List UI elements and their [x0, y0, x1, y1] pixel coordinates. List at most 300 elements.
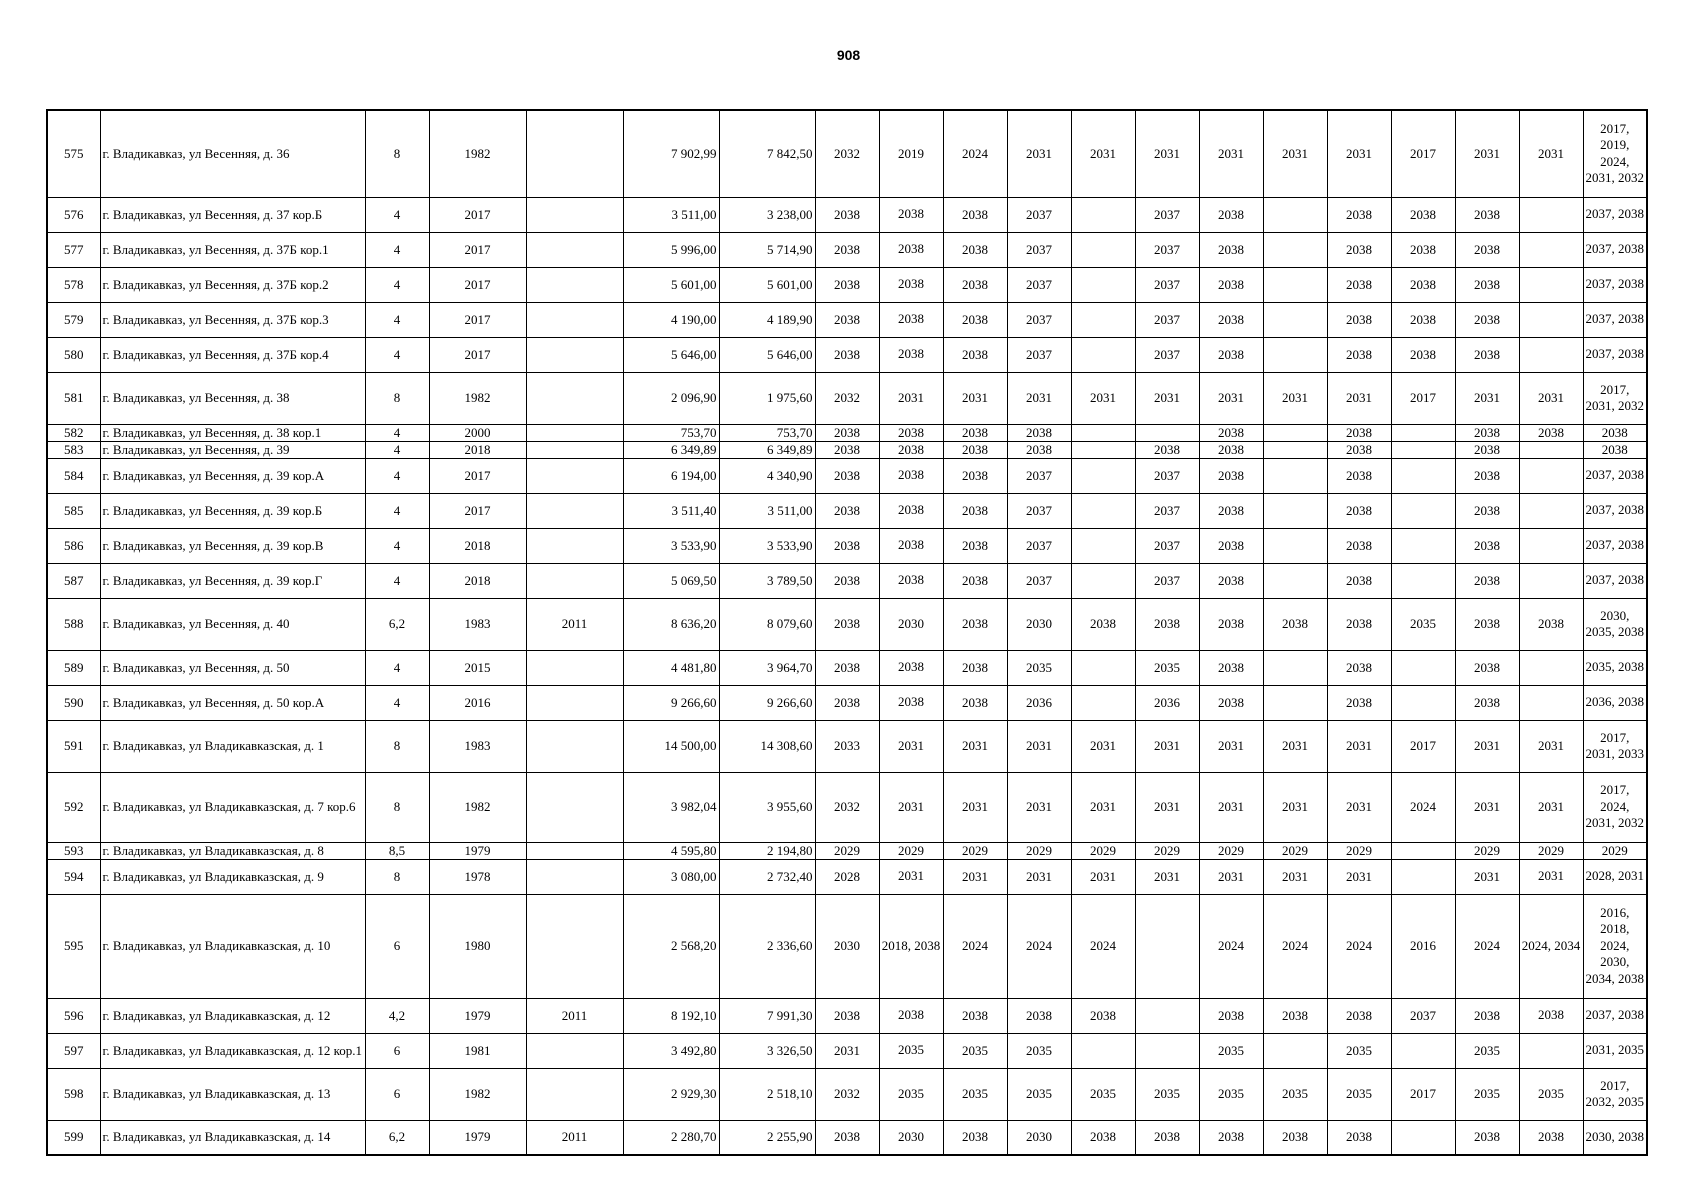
table-row — [47, 493, 1647, 528]
work-year-5: 2038 — [1071, 998, 1135, 1033]
work-year-2: 2038 — [879, 267, 943, 302]
floors: 4 — [365, 458, 429, 493]
work-year-12: 2031 — [1519, 720, 1583, 772]
work-year-10 — [1391, 1033, 1455, 1068]
table-row — [47, 1120, 1647, 1155]
all-work-years: 2037, 2038 — [1583, 563, 1647, 598]
work-year-11: 2038 — [1455, 302, 1519, 337]
row-number: 599 — [47, 1120, 100, 1155]
work-year-5: 2031 — [1071, 110, 1135, 197]
work-year-8: 2031 — [1263, 372, 1327, 424]
work-year-6 — [1135, 894, 1199, 998]
work-year-3: 2038 — [943, 685, 1007, 720]
work-year-1: 2038 — [815, 1120, 879, 1155]
year-built: 2017 — [429, 302, 526, 337]
work-year-6: 2031 — [1135, 372, 1199, 424]
year-built: 1979 — [429, 998, 526, 1033]
work-year-1: 2038 — [815, 441, 879, 458]
total-area: 5 601,00 — [623, 267, 719, 302]
work-year-9: 2038 — [1327, 998, 1391, 1033]
work-year-6: 2037 — [1135, 302, 1199, 337]
work-year-9: 2024 — [1327, 894, 1391, 998]
work-year-4: 2037 — [1007, 197, 1071, 232]
floors: 4 — [365, 493, 429, 528]
work-year-5: 2031 — [1071, 720, 1135, 772]
reconstruction-year — [526, 267, 623, 302]
reconstruction-year — [526, 197, 623, 232]
work-year-4: 2037 — [1007, 528, 1071, 563]
year-built: 1982 — [429, 1068, 526, 1120]
work-year-8 — [1263, 1033, 1327, 1068]
work-year-1: 2038 — [815, 493, 879, 528]
work-year-10: 2035 — [1391, 598, 1455, 650]
work-year-9: 2038 — [1327, 337, 1391, 372]
table-row — [47, 424, 1647, 441]
work-year-10: 2038 — [1391, 232, 1455, 267]
work-year-4: 2031 — [1007, 859, 1071, 894]
work-year-11: 2038 — [1455, 337, 1519, 372]
work-year-5 — [1071, 685, 1135, 720]
address: г. Владикавказ, ул Владикавказская, д. 9 — [100, 859, 365, 894]
living-area: 3 511,00 — [719, 493, 815, 528]
table-row — [47, 337, 1647, 372]
work-year-2: 2018, 2038 — [879, 894, 943, 998]
reconstruction-year — [526, 685, 623, 720]
all-work-years: 2017, 2032, 2035 — [1583, 1068, 1647, 1120]
work-year-5 — [1071, 458, 1135, 493]
work-year-7: 2035 — [1199, 1033, 1263, 1068]
work-year-6: 2037 — [1135, 337, 1199, 372]
work-year-4: 2031 — [1007, 772, 1071, 842]
work-year-2: 2031 — [879, 859, 943, 894]
work-year-12 — [1519, 441, 1583, 458]
work-year-7: 2038 — [1199, 493, 1263, 528]
work-year-2: 2038 — [879, 302, 943, 337]
work-year-12 — [1519, 528, 1583, 563]
floors: 4 — [365, 267, 429, 302]
year-built: 1982 — [429, 110, 526, 197]
work-year-8: 2031 — [1263, 772, 1327, 842]
work-year-6 — [1135, 1033, 1199, 1068]
row-number: 575 — [47, 110, 100, 197]
work-year-6: 2031 — [1135, 772, 1199, 842]
address: г. Владикавказ, ул Весенняя, д. 50 — [100, 650, 365, 685]
table-row — [47, 772, 1647, 842]
work-year-5 — [1071, 493, 1135, 528]
work-year-6: 2031 — [1135, 720, 1199, 772]
work-year-12 — [1519, 493, 1583, 528]
work-year-10: 2017 — [1391, 110, 1455, 197]
table-row — [47, 598, 1647, 650]
work-year-1: 2029 — [815, 842, 879, 859]
living-area: 5 601,00 — [719, 267, 815, 302]
all-work-years: 2035, 2038 — [1583, 650, 1647, 685]
table-row — [47, 197, 1647, 232]
work-year-10 — [1391, 424, 1455, 441]
all-work-years: 2016, 2018, 2024, 2030, 2034, 2038 — [1583, 894, 1647, 998]
work-year-2: 2038 — [879, 998, 943, 1033]
work-year-5 — [1071, 424, 1135, 441]
table-row — [47, 441, 1647, 458]
work-year-8: 2038 — [1263, 598, 1327, 650]
row-number: 598 — [47, 1068, 100, 1120]
living-area: 3 964,70 — [719, 650, 815, 685]
work-year-4: 2035 — [1007, 1033, 1071, 1068]
work-year-5 — [1071, 302, 1135, 337]
work-year-7: 2029 — [1199, 842, 1263, 859]
work-year-11: 2038 — [1455, 197, 1519, 232]
address: г. Владикавказ, ул Весенняя, д. 39 кор.Б — [100, 493, 365, 528]
total-area: 5 069,50 — [623, 563, 719, 598]
work-year-9: 2038 — [1327, 563, 1391, 598]
floors: 4 — [365, 441, 429, 458]
floors: 4 — [365, 424, 429, 441]
work-year-1: 2038 — [815, 650, 879, 685]
all-work-years: 2028, 2031 — [1583, 859, 1647, 894]
year-built: 2000 — [429, 424, 526, 441]
floors: 6 — [365, 1033, 429, 1068]
reconstruction-year — [526, 458, 623, 493]
address: г. Владикавказ, ул Владикавказская, д. 10 — [100, 894, 365, 998]
work-year-4: 2037 — [1007, 337, 1071, 372]
work-year-10: 2038 — [1391, 337, 1455, 372]
living-area: 8 079,60 — [719, 598, 815, 650]
work-year-2: 2038 — [879, 337, 943, 372]
work-year-7: 2038 — [1199, 998, 1263, 1033]
work-year-6: 2038 — [1135, 1120, 1199, 1155]
address: г. Владикавказ, ул Владикавказская, д. 1 — [100, 720, 365, 772]
work-year-1: 2038 — [815, 197, 879, 232]
work-year-7: 2038 — [1199, 232, 1263, 267]
year-built: 2017 — [429, 493, 526, 528]
work-year-11: 2038 — [1455, 424, 1519, 441]
year-built: 1978 — [429, 859, 526, 894]
address: г. Владикавказ, ул Весенняя, д. 37Б кор.1 — [100, 232, 365, 267]
work-year-6 — [1135, 998, 1199, 1033]
work-year-3: 2038 — [943, 232, 1007, 267]
floors: 4 — [365, 650, 429, 685]
living-area: 5 646,00 — [719, 337, 815, 372]
work-year-8 — [1263, 337, 1327, 372]
address: г. Владикавказ, ул Весенняя, д. 38 кор.1 — [100, 424, 365, 441]
total-area: 4 190,00 — [623, 302, 719, 337]
work-year-1: 2038 — [815, 458, 879, 493]
year-built: 1979 — [429, 1120, 526, 1155]
work-year-4: 2037 — [1007, 493, 1071, 528]
work-year-5 — [1071, 528, 1135, 563]
work-year-5: 2024 — [1071, 894, 1135, 998]
living-area: 2 518,10 — [719, 1068, 815, 1120]
row-number: 585 — [47, 493, 100, 528]
work-year-6: 2037 — [1135, 232, 1199, 267]
work-year-4: 2037 — [1007, 302, 1071, 337]
row-number: 597 — [47, 1033, 100, 1068]
table-row — [47, 1068, 1647, 1120]
work-year-2: 2038 — [879, 441, 943, 458]
work-year-12 — [1519, 650, 1583, 685]
work-year-5: 2031 — [1071, 372, 1135, 424]
work-year-9: 2038 — [1327, 267, 1391, 302]
year-built: 2018 — [429, 563, 526, 598]
total-area: 6 349,89 — [623, 441, 719, 458]
work-year-11: 2038 — [1455, 232, 1519, 267]
work-year-9: 2038 — [1327, 598, 1391, 650]
work-year-4: 2037 — [1007, 232, 1071, 267]
living-area: 3 789,50 — [719, 563, 815, 598]
work-year-1: 2038 — [815, 685, 879, 720]
work-year-9: 2038 — [1327, 458, 1391, 493]
work-year-2: 2035 — [879, 1033, 943, 1068]
total-area: 4 595,80 — [623, 842, 719, 859]
work-year-7: 2031 — [1199, 859, 1263, 894]
address: г. Владикавказ, ул Владикавказская, д. 12 — [100, 998, 365, 1033]
work-year-11: 2038 — [1455, 563, 1519, 598]
work-year-5: 2031 — [1071, 859, 1135, 894]
floors: 8,5 — [365, 842, 429, 859]
table-row — [47, 998, 1647, 1033]
living-area: 3 955,60 — [719, 772, 815, 842]
work-year-10 — [1391, 528, 1455, 563]
work-year-1: 2030 — [815, 894, 879, 998]
work-year-8: 2031 — [1263, 859, 1327, 894]
work-year-3: 2038 — [943, 441, 1007, 458]
floors: 6 — [365, 1068, 429, 1120]
living-area: 1 975,60 — [719, 372, 815, 424]
work-year-3: 2031 — [943, 372, 1007, 424]
total-area: 2 096,90 — [623, 372, 719, 424]
reconstruction-year — [526, 372, 623, 424]
living-area: 7 991,30 — [719, 998, 815, 1033]
housing-repair-schedule-table — [46, 109, 1648, 1156]
work-year-9: 2038 — [1327, 424, 1391, 441]
living-area: 14 308,60 — [719, 720, 815, 772]
work-year-10: 2038 — [1391, 197, 1455, 232]
work-year-7: 2031 — [1199, 720, 1263, 772]
work-year-5: 2035 — [1071, 1068, 1135, 1120]
work-year-10 — [1391, 859, 1455, 894]
total-area: 3 080,00 — [623, 859, 719, 894]
year-built: 2018 — [429, 441, 526, 458]
work-year-1: 2038 — [815, 998, 879, 1033]
work-year-8 — [1263, 685, 1327, 720]
work-year-1: 2038 — [815, 267, 879, 302]
work-year-12: 2038 — [1519, 424, 1583, 441]
reconstruction-year — [526, 1033, 623, 1068]
work-year-3: 2024 — [943, 110, 1007, 197]
work-year-1: 2038 — [815, 528, 879, 563]
work-year-6: 2038 — [1135, 598, 1199, 650]
floors: 4 — [365, 337, 429, 372]
row-number: 577 — [47, 232, 100, 267]
row-number: 582 — [47, 424, 100, 441]
work-year-1: 2032 — [815, 772, 879, 842]
living-area: 3 533,90 — [719, 528, 815, 563]
all-work-years: 2017, 2031, 2032 — [1583, 372, 1647, 424]
work-year-2: 2038 — [879, 528, 943, 563]
total-area: 3 982,04 — [623, 772, 719, 842]
work-year-11: 2031 — [1455, 859, 1519, 894]
work-year-4: 2038 — [1007, 441, 1071, 458]
reconstruction-year: 2011 — [526, 1120, 623, 1155]
floors: 6 — [365, 894, 429, 998]
total-area: 5 996,00 — [623, 232, 719, 267]
work-year-7: 2038 — [1199, 424, 1263, 441]
work-year-12: 2035 — [1519, 1068, 1583, 1120]
year-built: 2018 — [429, 528, 526, 563]
table-row — [47, 458, 1647, 493]
floors: 4 — [365, 302, 429, 337]
work-year-7: 2038 — [1199, 337, 1263, 372]
reconstruction-year — [526, 528, 623, 563]
living-area: 2 732,40 — [719, 859, 815, 894]
work-year-10 — [1391, 685, 1455, 720]
work-year-11: 2031 — [1455, 110, 1519, 197]
work-year-11: 2024 — [1455, 894, 1519, 998]
work-year-9: 2031 — [1327, 110, 1391, 197]
total-area: 2 280,70 — [623, 1120, 719, 1155]
address: г. Владикавказ, ул Весенняя, д. 39 кор.В — [100, 528, 365, 563]
work-year-8: 2038 — [1263, 1120, 1327, 1155]
address: г. Владикавказ, ул Весенняя, д. 50 кор.А — [100, 685, 365, 720]
work-year-9: 2035 — [1327, 1033, 1391, 1068]
work-year-7: 2038 — [1199, 650, 1263, 685]
address: г. Владикавказ, ул Весенняя, д. 36 — [100, 110, 365, 197]
work-year-1: 2038 — [815, 424, 879, 441]
work-year-2: 2031 — [879, 772, 943, 842]
work-year-4: 2038 — [1007, 424, 1071, 441]
table-row — [47, 267, 1647, 302]
work-year-11: 2029 — [1455, 842, 1519, 859]
work-year-8 — [1263, 528, 1327, 563]
total-area: 4 481,80 — [623, 650, 719, 685]
work-year-6: 2036 — [1135, 685, 1199, 720]
work-year-9: 2038 — [1327, 1120, 1391, 1155]
work-year-9: 2038 — [1327, 528, 1391, 563]
work-year-1: 2038 — [815, 232, 879, 267]
work-year-2: 2038 — [879, 563, 943, 598]
work-year-5 — [1071, 563, 1135, 598]
year-built: 1979 — [429, 842, 526, 859]
all-work-years: 2036, 2038 — [1583, 685, 1647, 720]
work-year-10 — [1391, 458, 1455, 493]
work-year-8 — [1263, 267, 1327, 302]
all-work-years: 2037, 2038 — [1583, 998, 1647, 1033]
table-row — [47, 372, 1647, 424]
floors: 8 — [365, 859, 429, 894]
work-year-3: 2035 — [943, 1068, 1007, 1120]
row-number: 594 — [47, 859, 100, 894]
work-year-11: 2038 — [1455, 650, 1519, 685]
row-number: 583 — [47, 441, 100, 458]
address: г. Владикавказ, ул Весенняя, д. 37Б кор.2 — [100, 267, 365, 302]
work-year-4: 2030 — [1007, 598, 1071, 650]
work-year-6: 2031 — [1135, 110, 1199, 197]
work-year-8 — [1263, 424, 1327, 441]
all-work-years: 2037, 2038 — [1583, 528, 1647, 563]
work-year-2: 2019 — [879, 110, 943, 197]
work-year-7: 2031 — [1199, 110, 1263, 197]
reconstruction-year — [526, 493, 623, 528]
work-year-1: 2038 — [815, 563, 879, 598]
work-year-10: 2024 — [1391, 772, 1455, 842]
address: г. Владикавказ, ул Весенняя, д. 37 кор.Б — [100, 197, 365, 232]
work-year-11: 2031 — [1455, 772, 1519, 842]
work-year-5 — [1071, 1033, 1135, 1068]
table-row — [47, 685, 1647, 720]
work-year-4: 2037 — [1007, 458, 1071, 493]
total-area: 5 646,00 — [623, 337, 719, 372]
work-year-7: 2038 — [1199, 685, 1263, 720]
work-year-9: 2031 — [1327, 859, 1391, 894]
reconstruction-year — [526, 424, 623, 441]
work-year-8 — [1263, 197, 1327, 232]
floors: 8 — [365, 720, 429, 772]
living-area: 7 842,50 — [719, 110, 815, 197]
reconstruction-year: 2011 — [526, 598, 623, 650]
work-year-7: 2038 — [1199, 1120, 1263, 1155]
total-area: 3 511,40 — [623, 493, 719, 528]
work-year-12 — [1519, 1033, 1583, 1068]
work-year-1: 2038 — [815, 302, 879, 337]
work-year-10: 2017 — [1391, 720, 1455, 772]
work-year-10 — [1391, 1120, 1455, 1155]
living-area: 2 194,80 — [719, 842, 815, 859]
all-work-years: 2017, 2024, 2031, 2032 — [1583, 772, 1647, 842]
total-area: 8 636,20 — [623, 598, 719, 650]
total-area: 7 902,99 — [623, 110, 719, 197]
year-built: 2017 — [429, 458, 526, 493]
work-year-2: 2031 — [879, 372, 943, 424]
work-year-3: 2038 — [943, 563, 1007, 598]
work-year-4: 2031 — [1007, 720, 1071, 772]
total-area: 6 194,00 — [623, 458, 719, 493]
work-year-9: 2038 — [1327, 650, 1391, 685]
work-year-8: 2031 — [1263, 720, 1327, 772]
row-number: 576 — [47, 197, 100, 232]
row-number: 596 — [47, 998, 100, 1033]
work-year-6: 2037 — [1135, 563, 1199, 598]
floors: 8 — [365, 772, 429, 842]
work-year-9: 2038 — [1327, 441, 1391, 458]
floors: 4 — [365, 232, 429, 267]
work-year-11: 2031 — [1455, 720, 1519, 772]
work-year-2: 2038 — [879, 685, 943, 720]
all-work-years: 2038 — [1583, 441, 1647, 458]
work-year-11: 2035 — [1455, 1033, 1519, 1068]
row-number: 589 — [47, 650, 100, 685]
work-year-2: 2038 — [879, 458, 943, 493]
work-year-12 — [1519, 563, 1583, 598]
work-year-1: 2033 — [815, 720, 879, 772]
work-year-10: 2017 — [1391, 1068, 1455, 1120]
work-year-9: 2035 — [1327, 1068, 1391, 1120]
work-year-12: 2024, 2034 — [1519, 894, 1583, 998]
year-built: 1983 — [429, 598, 526, 650]
work-year-9: 2038 — [1327, 685, 1391, 720]
work-year-2: 2030 — [879, 1120, 943, 1155]
work-year-4: 2031 — [1007, 372, 1071, 424]
work-year-7: 2024 — [1199, 894, 1263, 998]
all-work-years: 2031, 2035 — [1583, 1033, 1647, 1068]
row-number: 579 — [47, 302, 100, 337]
year-built: 1981 — [429, 1033, 526, 1068]
year-built: 1980 — [429, 894, 526, 998]
reconstruction-year — [526, 720, 623, 772]
work-year-11: 2038 — [1455, 1120, 1519, 1155]
work-year-4: 2024 — [1007, 894, 1071, 998]
reconstruction-year — [526, 232, 623, 267]
year-built: 1982 — [429, 772, 526, 842]
